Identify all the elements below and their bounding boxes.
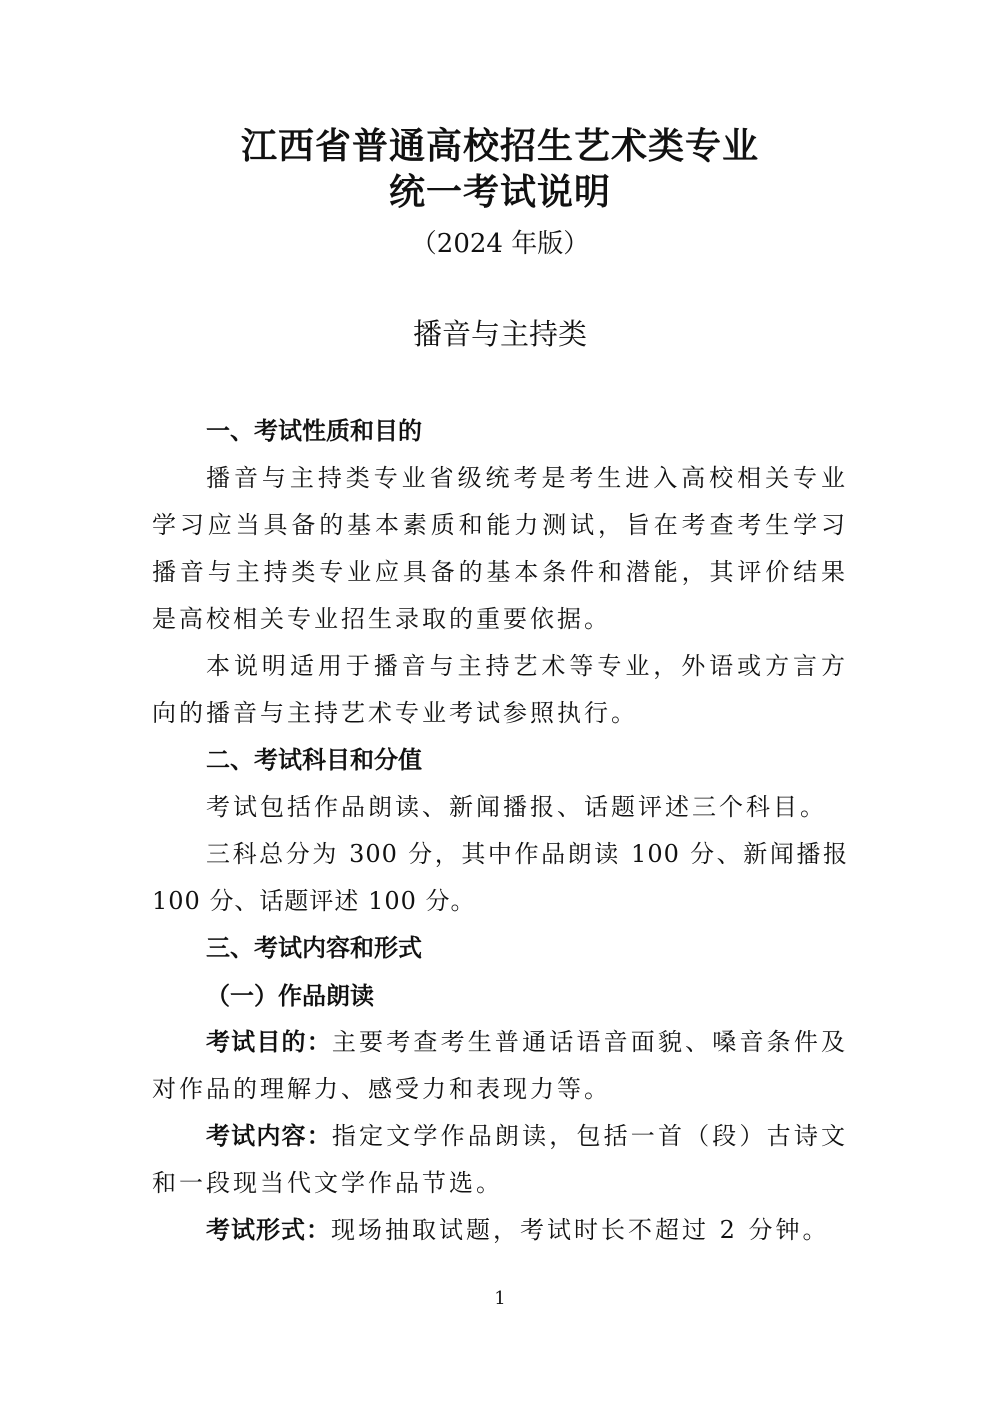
section-heading-content-format: 三、考试内容和形式 xyxy=(206,934,422,962)
section-heading-subjects-scores: 二、考试科目和分值 xyxy=(206,746,422,774)
section-heading-nature-purpose: 一、考试性质和目的 xyxy=(206,417,422,445)
exam-format-text: 现场抽取试题，考试时长不超过 2 分钟。 xyxy=(331,1216,830,1244)
exam-purpose-label: 考试目的： xyxy=(206,1028,332,1056)
paragraph-subjects: 考试包括作品朗读、新闻播报、话题评述三个科目。 xyxy=(206,793,827,821)
paragraph-exam-purpose xyxy=(152,1019,848,1113)
paragraph-exam-format xyxy=(152,1207,848,1254)
exam-content-label: 考试内容： xyxy=(206,1122,332,1150)
paragraph-scores: 三科总分为 300 分，其中作品朗读 100 分、新闻播报 100 分、话题评述 100 分。 xyxy=(152,840,848,915)
document-title-line-1: 江西省普通高校招生艺术类专业 xyxy=(240,125,759,167)
paragraph-nature: 播音与主持类专业省级统考是考生进入高校相关专业学习应当具备的基本素质和能力测试，旨在考查考生学习播音与主持类专业应具备的基本条件和潜能，其评价结果是高校相关专业招生录取的重要依据。 xyxy=(152,464,848,633)
exam-format-label: 考试形式： xyxy=(206,1216,331,1244)
page-number: 1 xyxy=(494,1288,506,1309)
document-body xyxy=(152,408,848,1254)
exam-content-text: 指定文学作品朗读，包括一首（段）古诗文和一段现当代文学作品节选。 xyxy=(152,1122,849,1197)
exam-purpose-text: 主要考查考生普通话语音面貌、嗓音条件及对作品的理解力、感受力和表现力等。 xyxy=(152,1028,849,1103)
edition-label: （2024 年版） xyxy=(410,229,590,259)
paragraph-exam-content xyxy=(152,1113,848,1207)
document-title-line-2: 统一考试说明 xyxy=(388,171,611,213)
paragraph-scope: 本说明适用于播音与主持艺术等专业，外语或方言方向的播音与主持艺术专业考试参照执行。 xyxy=(152,652,848,727)
subsection-heading-work-reading: （一）作品朗读 xyxy=(206,981,374,1010)
category-heading: 播音与主持类 xyxy=(412,317,587,351)
